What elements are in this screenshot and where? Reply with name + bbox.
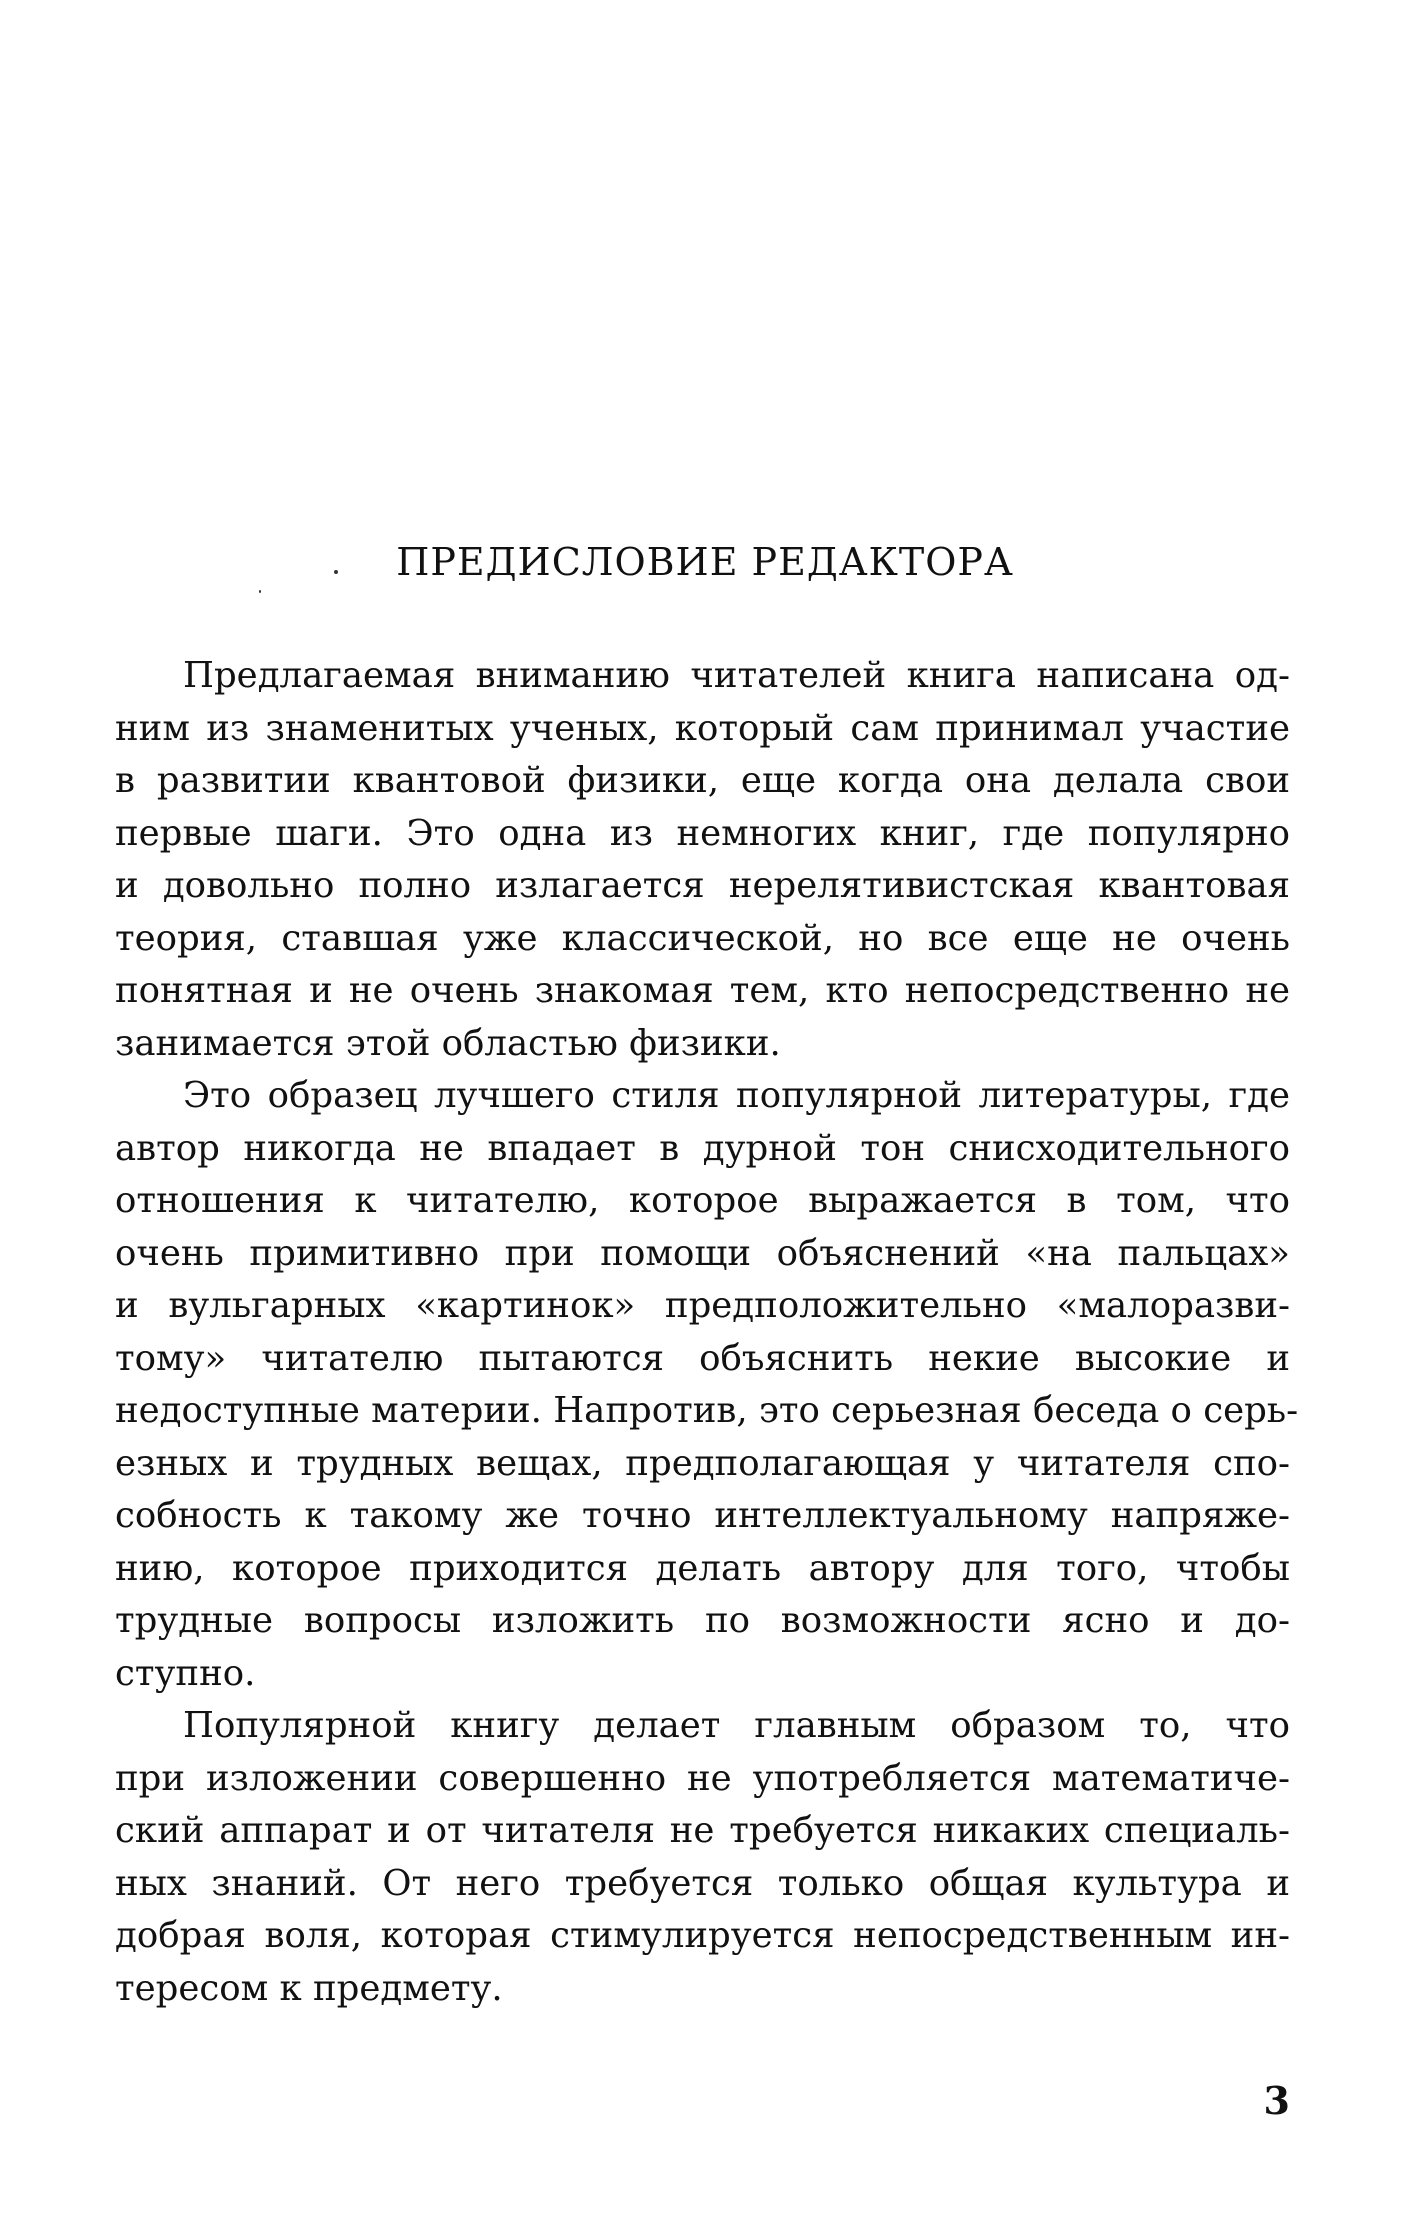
text-line: занимается этой областью физики.	[115, 1022, 781, 1064]
text-line: тому» читателю пытаются объяснить некие высокие и	[115, 1337, 1290, 1379]
paragraph-1	[115, 650, 1290, 1070]
text-line: ский аппарат и от читателя не требуется никаких специаль-	[115, 1810, 1290, 1851]
text-line: ним из знаменитых ученых, который сам принимал участие	[115, 707, 1290, 749]
paragraph-2	[115, 1070, 1299, 1700]
text-line: трудные вопросы изложить по возможности ясно и до-	[115, 1600, 1290, 1641]
text-line: и вульгарных «картинок» предположительно «малоразви-	[115, 1285, 1290, 1326]
text-line: теория, ставшая уже классической, но все еще не очень	[115, 917, 1290, 959]
text-line: и довольно полно излагается нерелятивистская квантовая	[115, 865, 1290, 906]
text-line: в развитии квантовой физики, еще когда она делала свои	[115, 760, 1290, 801]
print-speck	[259, 590, 261, 593]
text-line: Предлагаемая вниманию читателей книга написана од-	[183, 655, 1290, 696]
text-line: недоступные материи. Напротив, это серьезная беседа о серь-	[115, 1390, 1299, 1431]
text-line: отношения к читателю, которое выражается в том, что	[115, 1180, 1290, 1221]
page-number: 3	[1263, 2078, 1290, 2123]
text-line: очень примитивно при помощи объяснений «на пальцах»	[115, 1232, 1290, 1274]
text-line: ных знаний. От него требуется только общая культура и	[115, 1862, 1290, 1904]
paragraph-3	[115, 1700, 1290, 2015]
text-line: Популярной книгу делает главным образом то, что	[183, 1705, 1290, 1746]
page-title: ПРЕДИСЛОВИЕ РЕДАКТОРА	[396, 540, 1014, 584]
text-line: ступно.	[115, 1652, 256, 1694]
text-line: понятная и не очень знакомая тем, кто непосредственно не	[115, 970, 1290, 1011]
text-line: собность к такому же точно интеллектуальному напряже-	[115, 1495, 1290, 1536]
body-text	[115, 650, 1299, 2015]
text-line: тересом к предмету.	[115, 1967, 503, 2009]
text-line: при изложении совершенно не употребляется математиче-	[115, 1757, 1290, 1799]
text-line: добрая воля, которая стимулируется непосредственным ин-	[115, 1915, 1290, 1956]
text-line: Это образец лучшего стиля популярной литературы, где	[183, 1075, 1290, 1116]
text-line: автор никогда не впадает в дурной тон снисходительного	[115, 1127, 1290, 1169]
text-line: нию, которое приходится делать автору для того, чтобы	[115, 1547, 1290, 1589]
text-line: езных и трудных вещах, предполагающая у читателя спо-	[115, 1442, 1290, 1484]
text-line: первые шаги. Это одна из немногих книг, где популярно	[115, 812, 1290, 854]
